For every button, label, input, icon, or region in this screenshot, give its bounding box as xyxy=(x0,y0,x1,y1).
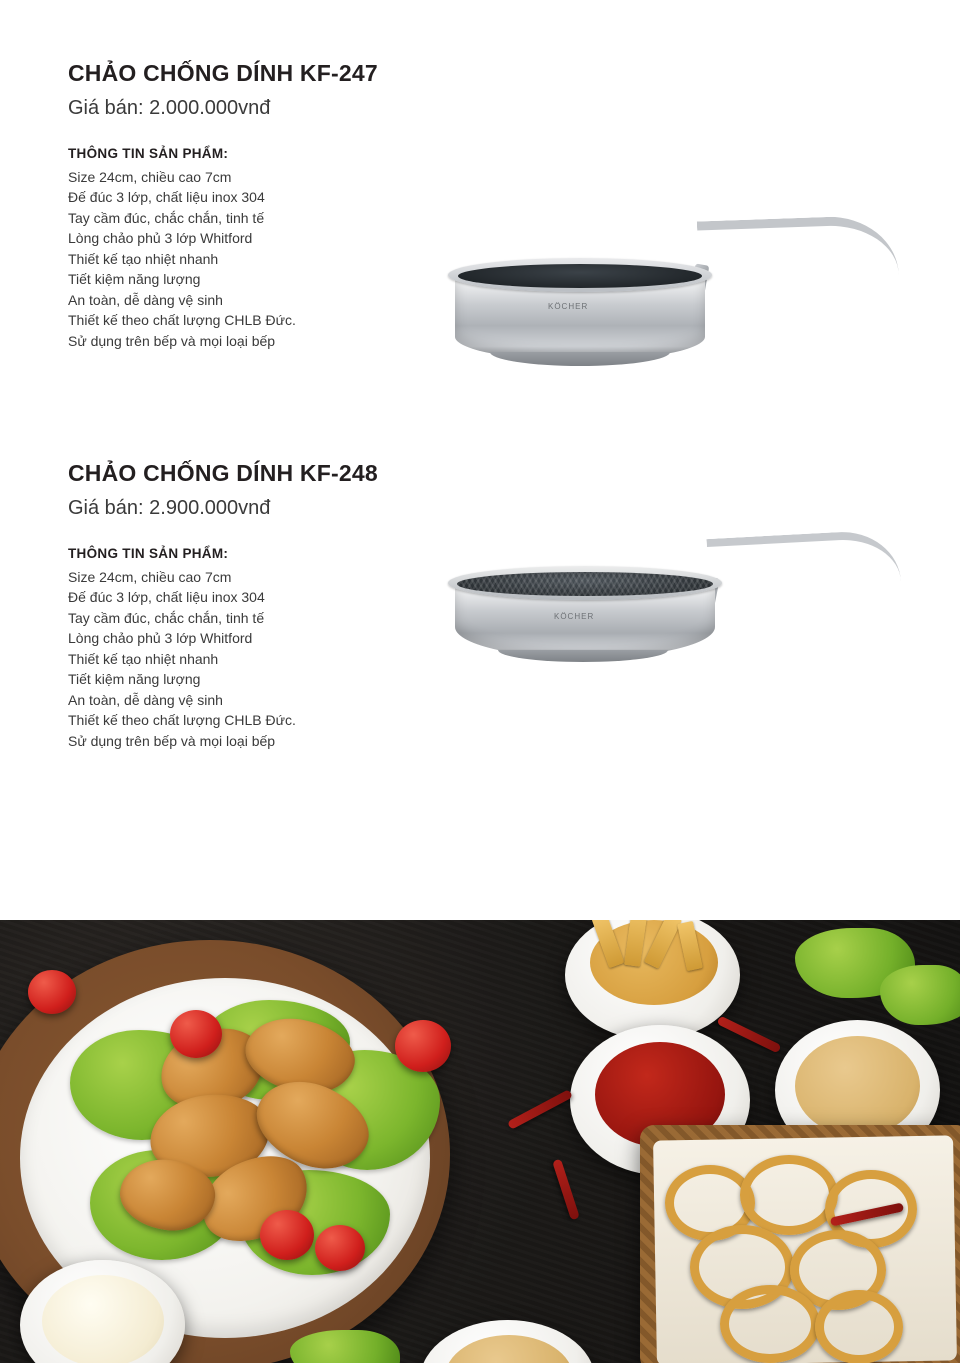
pan-handle xyxy=(697,215,899,293)
cherry-tomato xyxy=(395,1020,451,1072)
pan-nonstick-surface xyxy=(458,264,702,288)
cherry-tomato xyxy=(28,970,76,1014)
list-item: Lòng chảo phủ 3 lớp Whitford xyxy=(68,230,253,247)
list-item: Size 24cm, chiều cao 7cm xyxy=(68,168,232,185)
brand-mark: KÖCHER xyxy=(548,302,589,311)
product-price: Giá bán: 2.900.000vnđ xyxy=(68,496,271,519)
list-item: Tiết kiệm năng lượng xyxy=(68,671,201,688)
list-item: Lòng chảo phủ 3 lớp Whitford xyxy=(68,630,253,647)
pan-honeycomb-surface xyxy=(457,572,713,596)
list-item: Size 24cm, chiều cao 7cm xyxy=(68,568,232,585)
spec-heading: THÔNG TIN SẢN PHẨM: xyxy=(68,545,229,561)
lettuce-leaf xyxy=(290,1330,400,1363)
cherry-tomato xyxy=(315,1225,365,1271)
list-item: Đế đúc 3 lớp, chất liệu inox 304 xyxy=(68,189,265,206)
onion-ring xyxy=(815,1290,903,1363)
cherry-tomato xyxy=(170,1010,222,1058)
cashew-nuts xyxy=(795,1036,920,1136)
product-image-kf-247 xyxy=(430,210,930,410)
lettuce-leaf xyxy=(880,965,960,1025)
dried-chili xyxy=(552,1159,580,1221)
product-image-kf-248 xyxy=(430,520,930,720)
list-item: Sử dụng trên bếp và mọi loại bếp xyxy=(68,732,276,749)
list-item: Tay cầm đúc, chắc chắn, tinh tế xyxy=(68,209,265,226)
list-item: Đế đúc 3 lớp, chất liệu inox 304 xyxy=(68,589,265,606)
list-item: An toàn, dễ dàng vệ sinh xyxy=(68,291,223,308)
page-title: CHẢO CHỐNG DÍNH KF-247 xyxy=(68,60,378,86)
spec-heading: THÔNG TIN SẢN PHẨM: xyxy=(68,145,229,161)
dried-chili xyxy=(716,1016,781,1054)
brand-mark: KÖCHER xyxy=(554,612,595,621)
onion-ring xyxy=(720,1285,820,1363)
product-text-column xyxy=(68,460,428,751)
onion-ring xyxy=(740,1155,838,1235)
list-item: Thiết kế tạo nhiệt nhanh xyxy=(68,250,219,267)
list-item: Sử dụng trên bếp và mọi loại bếp xyxy=(68,332,276,349)
page-title: CHẢO CHỐNG DÍNH KF-248 xyxy=(68,460,378,486)
list-item: Thiết kế theo chất lượng CHLB Đức. xyxy=(68,712,296,729)
spec-list xyxy=(68,167,428,352)
list-item: An toàn, dễ dàng vệ sinh xyxy=(68,691,223,708)
list-item: Tiết kiệm năng lượng xyxy=(68,271,201,288)
product-text-column xyxy=(68,60,428,351)
list-item: Thiết kế tạo nhiệt nhanh xyxy=(68,650,219,667)
cherry-tomato xyxy=(260,1210,314,1260)
dried-chili xyxy=(507,1089,573,1130)
list-item: Thiết kế theo chất lượng CHLB Đức. xyxy=(68,312,296,329)
pan-handle xyxy=(706,529,901,603)
footer-food-photo xyxy=(0,920,960,1363)
pan-base xyxy=(490,352,670,366)
mayonnaise-sauce xyxy=(42,1275,164,1363)
spec-list xyxy=(68,567,428,752)
list-item: Tay cầm đúc, chắc chắn, tinh tế xyxy=(68,609,265,626)
product-price: Giá bán: 2.000.000vnđ xyxy=(68,96,271,119)
pan-base xyxy=(498,650,668,662)
